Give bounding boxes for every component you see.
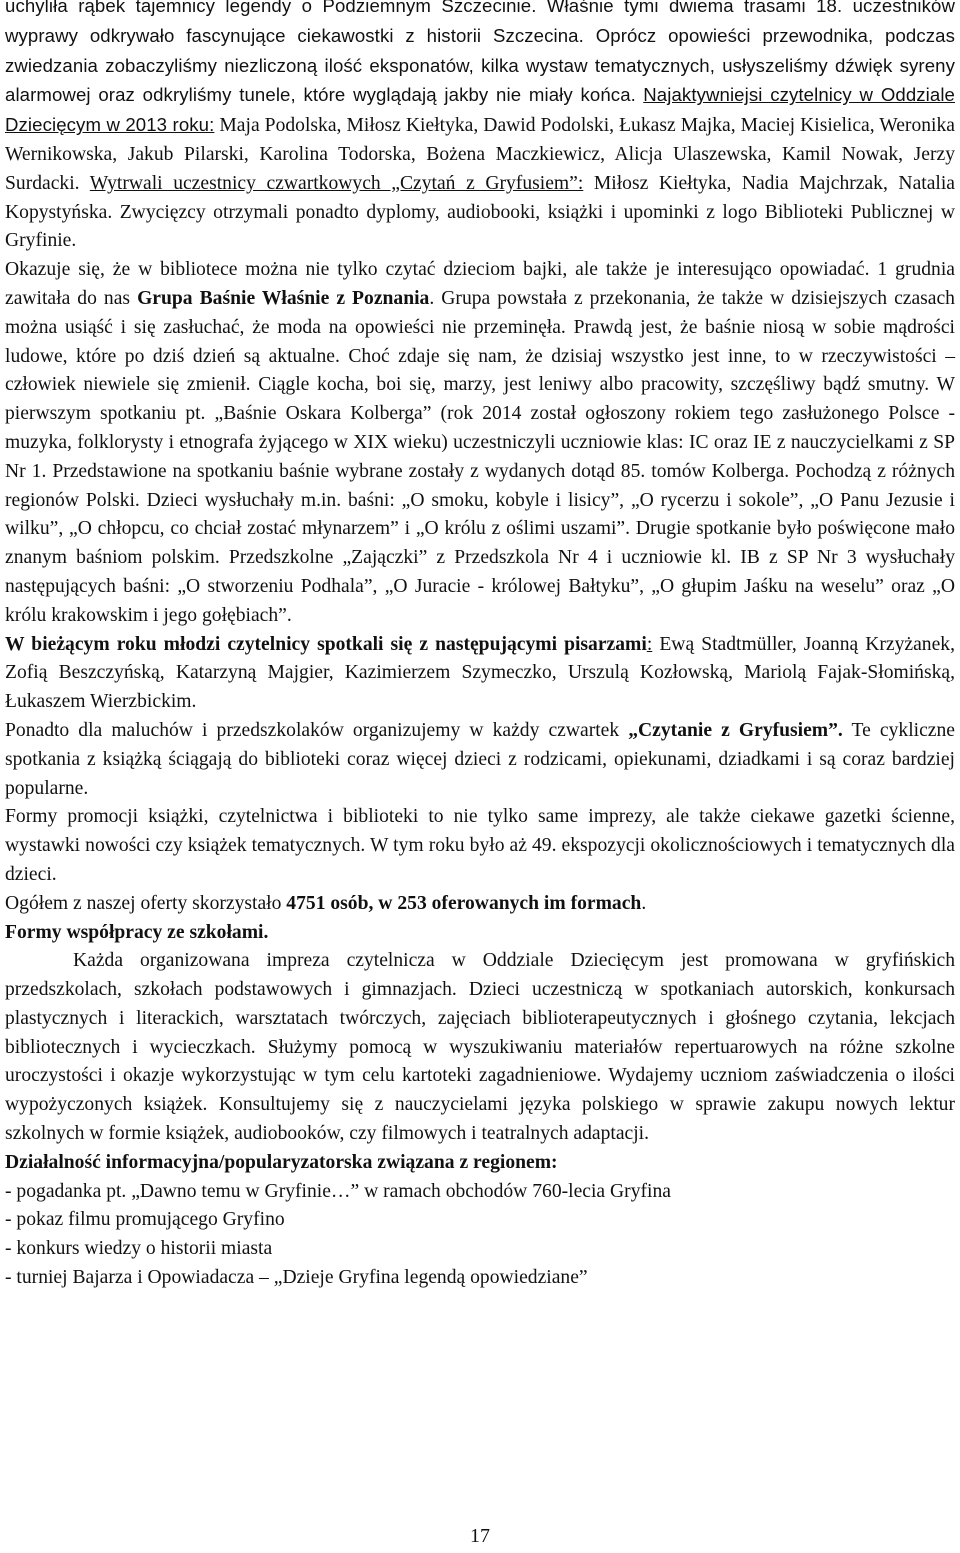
paragraph-text: Te cykliczne spotkania z książką ściągają do biblioteki coraz więcej dzieci z rodzicami, opiekunami, dziadkami i są coraz bardziej popularne.	[5, 719, 955, 799]
list-item: - konkurs wiedzy o historii miasta	[5, 1238, 273, 1260]
paragraph-writers	[5, 631, 955, 717]
writers-list: Ewą Stadtmüller, Joanną Krzyżanek, Zofią Beszczyńską, Katarzyną Majgier, Kazimierzem Szymeczko, Urszulą Kozłowską, Mariolą Fajak-Słomińską, Łukaszem Wierzbickim.	[5, 633, 955, 713]
total-figures: 4751 osób, w 253 oferowanych im formach	[286, 892, 642, 914]
paragraph-text: .	[641, 892, 647, 914]
group-name: Grupa Baśnie Właśnie z Poznania	[137, 287, 430, 309]
paragraph-text: uchyliła rąbek tajemnicy legendy o Podziemnym Szczecinie. Właśnie tymi dwiema trasami 18. uczestników wyprawy odkrywało fascynujące ciekawostki z historii Szczecina. Oprócz opowieści przewodnika, podczas zwiedzania zobaczyliśmy niezliczoną ilość eksponatów, kilka wystaw tematycznych, usłyszeliśmy dźwięk syreny alarmowej oraz odkryliśmy tunele, które wyglądają jakby nie miały końca.	[5, 0, 955, 106]
page-number: 17	[470, 1525, 490, 1547]
paragraph-total	[5, 890, 955, 919]
writers-heading: W bieżącym roku młodzi czytelnicy spotkali się z następującymi pisarzami	[5, 633, 647, 655]
paragraph-text: . Grupa powstała z przekonania, że także w dzisiejszych czasach można usiąść i się zasłuchać, że moda na opowieści nie przeminęła. Prawdą jest, że baśnie niosą w sobie mądrości ludowe, które po dziś dzień są aktualne. Choć zdaje się nam, że dzisiaj wszystko jest inne, to w rzeczywistości – człowiek niewiele się zmienił. Ciągle kocha, boi się, marzy, jest leniwy albo pracowity, szczęśliwy bądź smutny. W pierwszym spotkaniu pt. „Baśnie Oskara Kolberga” (rok 2014 został ogłoszony rokiem tego zasłużonego Polsce - muzyka, folklorysty i etnografa żyjącego w XIX wieku) uczestniczyli uczniowie klas: IC oraz IE z nauczycielkami z SP Nr 1. Przedstawione na spotkaniu baśnie wybrane zostały z wydanych dotąd 85. tomów Kolberga. Pochodzą z różnych regionów Polski. Dzieci wysłuchały m.in. baśni: „O smoku, kobyle i lisicy”, „O rycerzu i sokole”, „O Panu Jezusie i wilku”, „O chłopcu, co chciał zostać młynarzem” i „O królu z oślimi uszami”. Drugie spotkanie było poświęcone mało znanym baśniom polskim. Przedszkolne „Zajączki” z Przedszkola Nr 4 i uczniowie kl. IB z SP Nr 3 wysłuchały następujących baśni: „O stworzeniu Podhala”, „O Juracie - królowej Bałtyku”, „O głupim Jaśku na weselu” oraz „O królu krakowskim i jego gołębiach”.	[5, 287, 955, 626]
paragraph-text: Ogółem z naszej oferty skorzystało	[5, 892, 287, 914]
paragraph-basnie-wlasnie	[5, 256, 955, 630]
most-active-readers-heading: Najaktywniejsi czytelnicy w Oddziale Dziecięcym w 2013 roku:	[5, 84, 955, 136]
paragraph-text: Okazuje się, że w bibliotece można nie tylko czytać dzieciom bajki, ale także je interesująco opowiadać. 1 grudnia zawitała do nas	[5, 259, 955, 309]
thursday-participants-list: Miłosz Kiełtyka, Nadia Majchrzak, Natalia Kopystyńska. Zwycięzcy otrzymali ponadto dyplomy, audiobooki, książki i upominki z logo Biblioteki Publicznej w Gryfinie.	[5, 172, 956, 252]
paragraph-czytanie-z-gryfusiem	[5, 717, 955, 803]
section-heading-region	[5, 1149, 955, 1178]
document-page	[5, 0, 955, 1293]
paragraph-schools: Każda organizowana impreza czytelnicza w Oddziale Dziecięcym jest promowana w gryfińskich przedszkolach, szkołach podstawowych i gimnazjach. Dzieci uczestniczą w spotkaniach autorskich, konkursach plastycznych i literackich, warsztatach twórczych, zajęciach biblioterapeutycznych i głośnego czytania, lekcjach bibliotecznych i wycieczkach. Służymy pomocą w wyszukiwaniu materiałów repertuarowych na różne szkolne uroczystości i okazje wykorzystując w tym celu kartoteki zagadnieniowe. Wydajemy uczniom zaświadczenia o ilości wypożyczonych książek. Konsultujemy się z nauczycielami języka polskiego w sprawie zakupu nowych lektur szkolnych w formie książek, audiobooków, czy filmowych i teatralnych adaptacji.	[5, 950, 955, 1145]
list-item: - pokaz filmu promującego Gryfino	[5, 1209, 285, 1231]
most-active-readers-list: Maja Podolska, Miłosz Kiełtyka, Dawid Podolski, Łukasz Majka, Maciej Kisielica, Weronika Wernikowska, Jakub Pilarski, Karolina Todorska, Bożena Maczkiewicz, Alicja Ulaszewska, Kamil Nowak, Jerzy Surdacki.	[5, 115, 955, 194]
writers-colon: :	[646, 633, 653, 655]
event-name: „Czytanie z Gryfusiem”.	[628, 719, 843, 741]
paragraph-text: Ponadto dla maluchów i przedszkolaków organizujemy w każdy czwartek	[5, 719, 629, 741]
list-item: - pogadanka pt. „Dawno temu w Gryfinie…” w ramach obchodów 760-lecia Gryfina	[5, 1180, 671, 1202]
thursday-participants-heading: Wytrwali uczestnicy czwartkowych „Czytań z Gryfusiem”:	[89, 172, 584, 194]
section-heading-schools	[5, 919, 955, 948]
paragraph-promotion: Formy promocji książki, czytelnictwa i biblioteki to nie tylko same imprezy, ale także ciekawe gazetki ścienne, wystawki nowości czy książek tematycznych. W tym roku było aż 49. ekspozycji okolicznościowych i tematycznych dla dzieci.	[5, 806, 955, 885]
list-item: - turniej Bajarza i Opowiadacza – „Dzieje Gryfina legendą opowiedziane”	[5, 1267, 588, 1289]
section-heading-text: Formy współpracy ze szkołami.	[5, 921, 269, 943]
section-heading-text: Działalność informacyjna/popularyzatorska związana z regionem:	[5, 1151, 558, 1173]
paragraph-podziemny-szczecin	[5, 0, 955, 256]
